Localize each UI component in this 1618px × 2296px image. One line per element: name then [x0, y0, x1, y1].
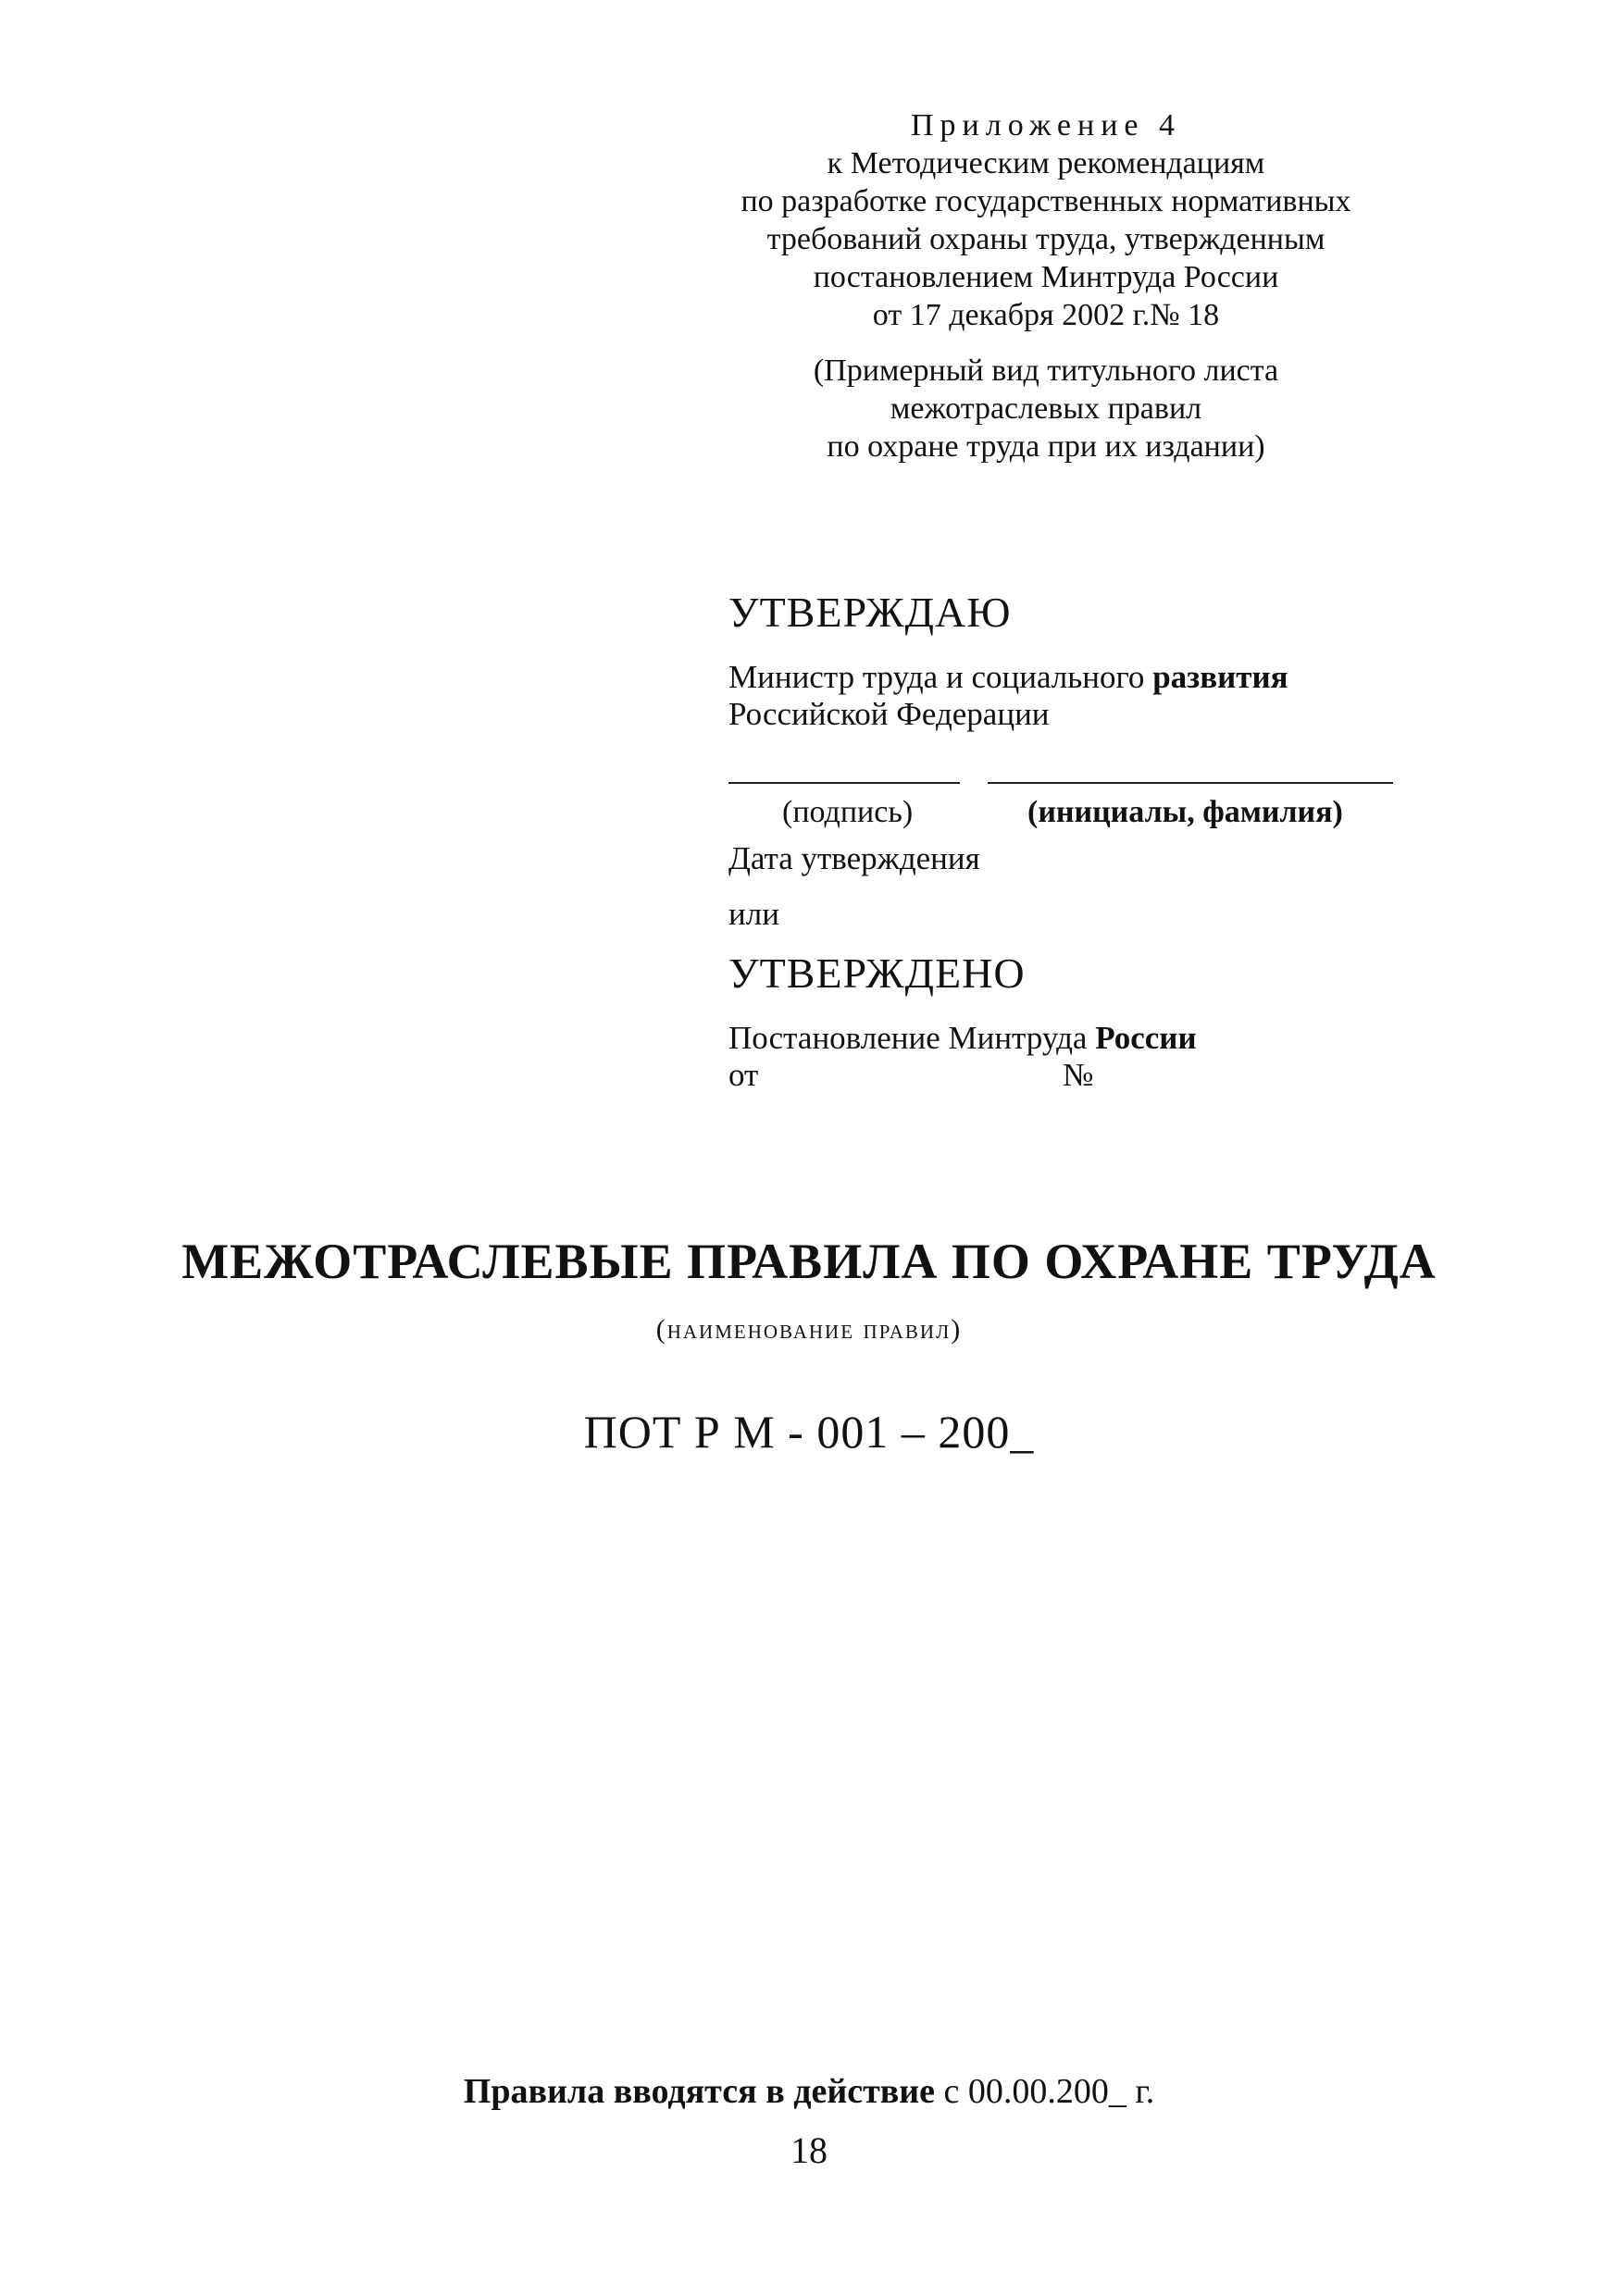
number-label: №: [1063, 1057, 1094, 1093]
appendix-line: к Методическим рекомендациям: [827, 146, 1265, 180]
name-line: [988, 782, 1393, 784]
note-line: межотраслевых правил: [890, 391, 1202, 426]
appendix-line: от 17 декабря 2002 г.№ 18: [872, 298, 1220, 332]
approved-heading: УТВЕРЖДЕНО: [728, 949, 1026, 997]
rules-name-caption: (наименование правил): [655, 1314, 963, 1345]
appendix-header: [676, 106, 1416, 334]
appendix-title: Приложение 4: [911, 108, 1181, 143]
minister-position: [728, 659, 1487, 733]
appendix-line: по разработке государственных нормативных: [741, 184, 1351, 218]
appendix-line: требований охраны труда, утвержденным: [766, 222, 1326, 256]
position-line-1: Министр труда и социального развития: [728, 659, 1288, 695]
resolution-line: Постановление Минтруда России: [728, 1020, 1197, 1056]
from-label: от: [728, 1057, 759, 1093]
signature-caption: (подпись): [782, 795, 914, 829]
sample-note: [722, 352, 1370, 465]
name-caption: (инициалы, фамилия): [1027, 795, 1343, 829]
page-number: 18: [790, 2129, 828, 2171]
appendix-line: постановлением Минтруда России: [813, 260, 1279, 294]
note-line: (Примерный вид титульного листа: [813, 354, 1279, 388]
effective-date-line: Правила вводятся в действие с 00.00.200_ г.: [463, 2072, 1155, 2111]
note-line: по охране труда при их издании): [827, 429, 1265, 464]
or-label: или: [728, 896, 779, 932]
position-line-2: Российской Федерации: [728, 696, 1050, 732]
approve-heading: УТВЕРЖДАЮ: [728, 589, 1012, 636]
signature-line: [728, 782, 960, 784]
rules-title: МЕЖОТРАСЛЕВЫЕ ПРАВИЛА ПО ОХРАНЕ ТРУДА: [181, 1234, 1437, 1289]
rules-code: ПОТ Р М - 001 – 200_: [583, 1406, 1035, 1458]
approval-date-label: Дата утверждения: [728, 840, 980, 876]
